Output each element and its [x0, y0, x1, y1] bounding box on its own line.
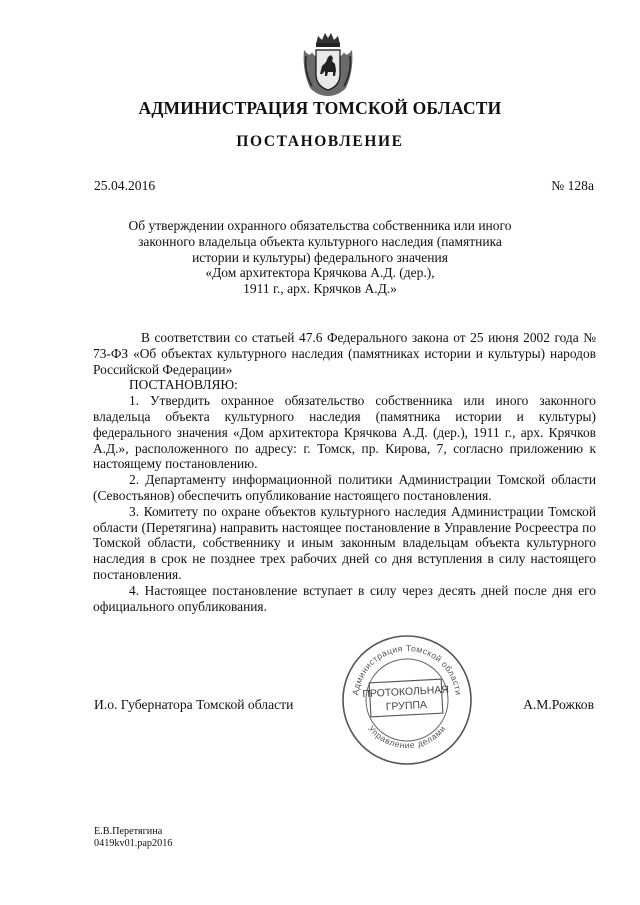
file-code: 0419kv01.pap2016 [94, 838, 173, 849]
decree-item: 3. Комитету по охране объектов культурного наследия Администрации Томской области (Перетягина) направить настоящее постановление в Управление Росреестра по Томской области, собственнику и иным законным владельцам объекта культурного наследия в срок не позднее трех рабочих дней со дня вступления в силу настоящего постановления. [93, 503, 596, 582]
preamble-paragraph: В соответствии со статьей 47.6 Федерального закона от 25 июня 2002 года № 73-ФЗ «Об объектах культурного наследия (памятниках истории и культуры) народов Российской Федерации» [93, 330, 596, 377]
protocol-group-stamp [340, 633, 474, 767]
svg-text:Управление делами [366, 723, 447, 750]
signatory-name: А.М.Рожков [523, 697, 594, 712]
subject-line: Об утверждении охранного обязательства собственника или иного [128, 218, 512, 233]
document-date: 25.04.2016 [94, 178, 156, 193]
subject-line: истории и культуры) федерального значения [192, 249, 448, 265]
document-body [93, 330, 596, 614]
executor-name: Е.В.Перетягина [94, 826, 163, 837]
document-subject [120, 218, 520, 297]
decree-word: ПОСТАНОВЛЯЮ: [129, 377, 238, 393]
document-number: № 128а [551, 178, 594, 193]
decree-item: 1. Утвердить охранное обязательство собственника или иного законного владельца объекта культурного наследия (памятника истории и культуры) федерального значения «Дом архитектора Крячкова А.Д. (дер.), 1911 г., арх. Крячков А.Д.», расположенного по адресу: г. Томск, пр. Кирова, 7, согласно приложению к настоящему постановлению. [93, 393, 596, 472]
stamp-center-line-2: ГРУППА [385, 698, 428, 714]
stamp-ring-top-text: Администрация Томской области [350, 642, 464, 696]
document-footer [94, 826, 172, 850]
subject-line: «Дом архитектора Крячкова А.Д. (дер.), [205, 265, 435, 281]
signatory-title: И.о. Губернатора Томской области [94, 697, 294, 712]
organization-title: АДМИНИСТРАЦИЯ ТОМСКОЙ ОБЛАСТИ [138, 98, 502, 118]
decree-item: 4. Настоящее постановление вступает в силу через десять дней после дня его официального опубликования. [93, 582, 596, 614]
stamp-center-line-1: ПРОТОКОЛЬНАЯ [362, 683, 450, 701]
subject-line: 1911 г., арх. Крячков А.Д.» [243, 281, 397, 297]
document-type: ПОСТАНОВЛЕНИЕ [236, 133, 404, 150]
stamp-ring-bottom-text: Управление делами [366, 723, 448, 751]
tomsk-region-coat-of-arms-icon [300, 30, 356, 98]
decree-item: 2. Департаменту информационной политики Администрации Томской области (Севостьянов) обеспечить опубликование настоящего постановления. [93, 472, 596, 503]
subject-line: законного владельца объекта культурного наследия (памятника [138, 233, 502, 249]
